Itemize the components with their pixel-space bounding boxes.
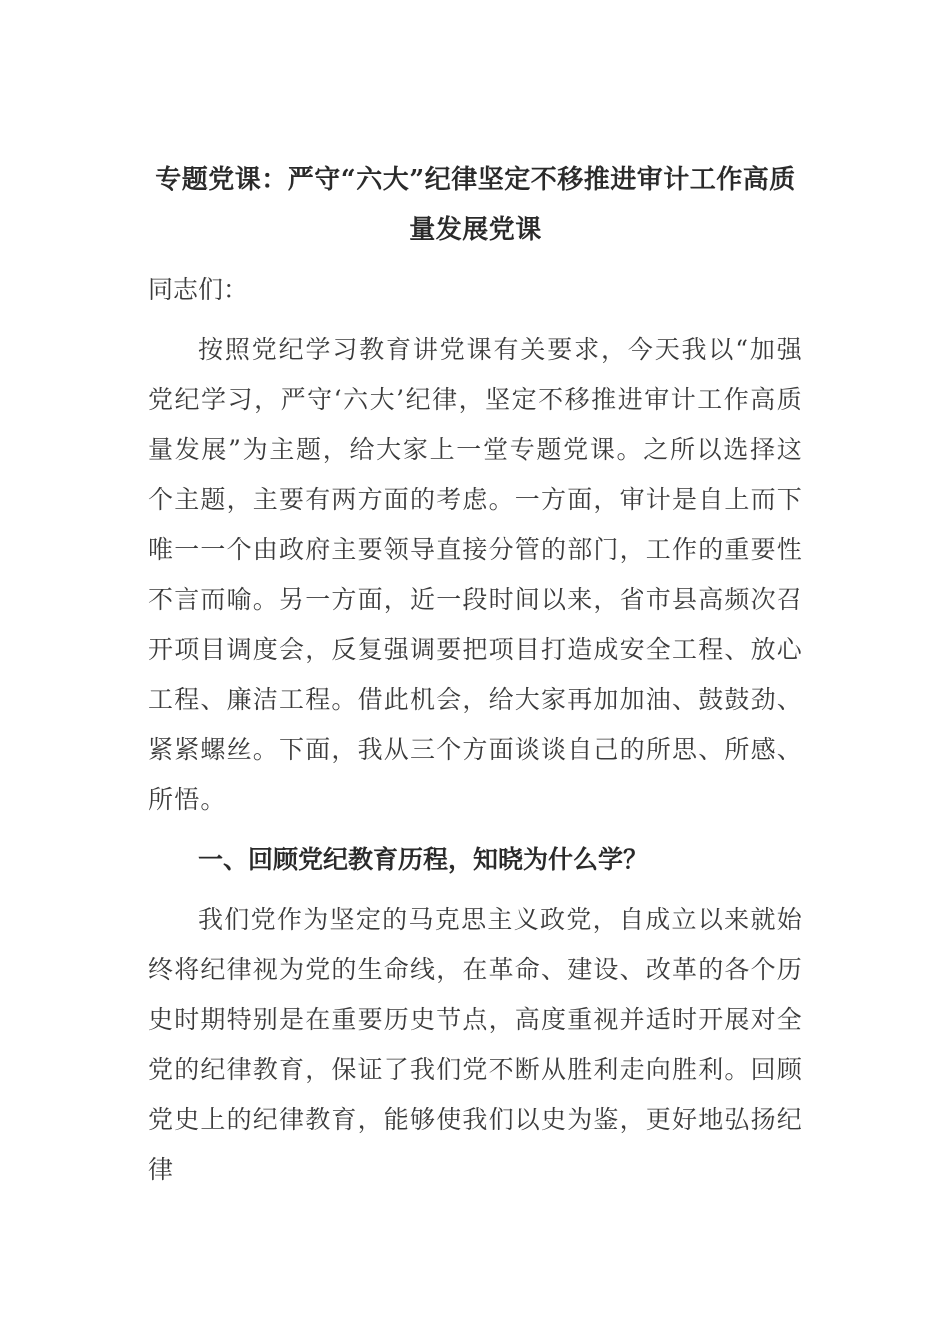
section-heading-1: 一、回顾党纪教育历程，知晓为什么学？: [198, 845, 649, 874]
document-title: 专题党课：严守“六大”纪律坚定不移推进审计工作高质量发展党课: [155, 165, 796, 245]
paragraph-section-1: 我们党作为坚定的马克思主义政党，自成立以来就始终将纪律视为党的生命线，在革命、建设、改革的各个历史时期特别是在重要历史节点，高度重视并适时开展对全党的纪律教育，保证了我们党不断从胜利走向胜利。回顾党史上的纪律教育，能够使我们以史为鉴，更好地弘扬纪律: [148, 905, 804, 1184]
paragraph-intro: 按照党纪学习教育讲党课有关要求，今天我以“加强党纪学习，严守‘六大’纪律，坚定不移推进审计工作高质量发展”为主题，给大家上一堂专题党课。之所以选择这个主题，主要有两方面的考虑。一方面，审计是自上而下唯一一个由政府主要领导直接分管的部门，工作的重要性不言而喻。另一方面，近一段时间以来，省市县高频次召开项目调度会，反复强调要把项目打造成安全工程、放心工程、廉洁工程。借此机会，给大家再加加油、鼓鼓劲、紧紧螺丝。下面，我从三个方面谈谈自己的所思、所感、所悟。: [148, 335, 804, 814]
salutation: 同志们：: [148, 275, 249, 304]
